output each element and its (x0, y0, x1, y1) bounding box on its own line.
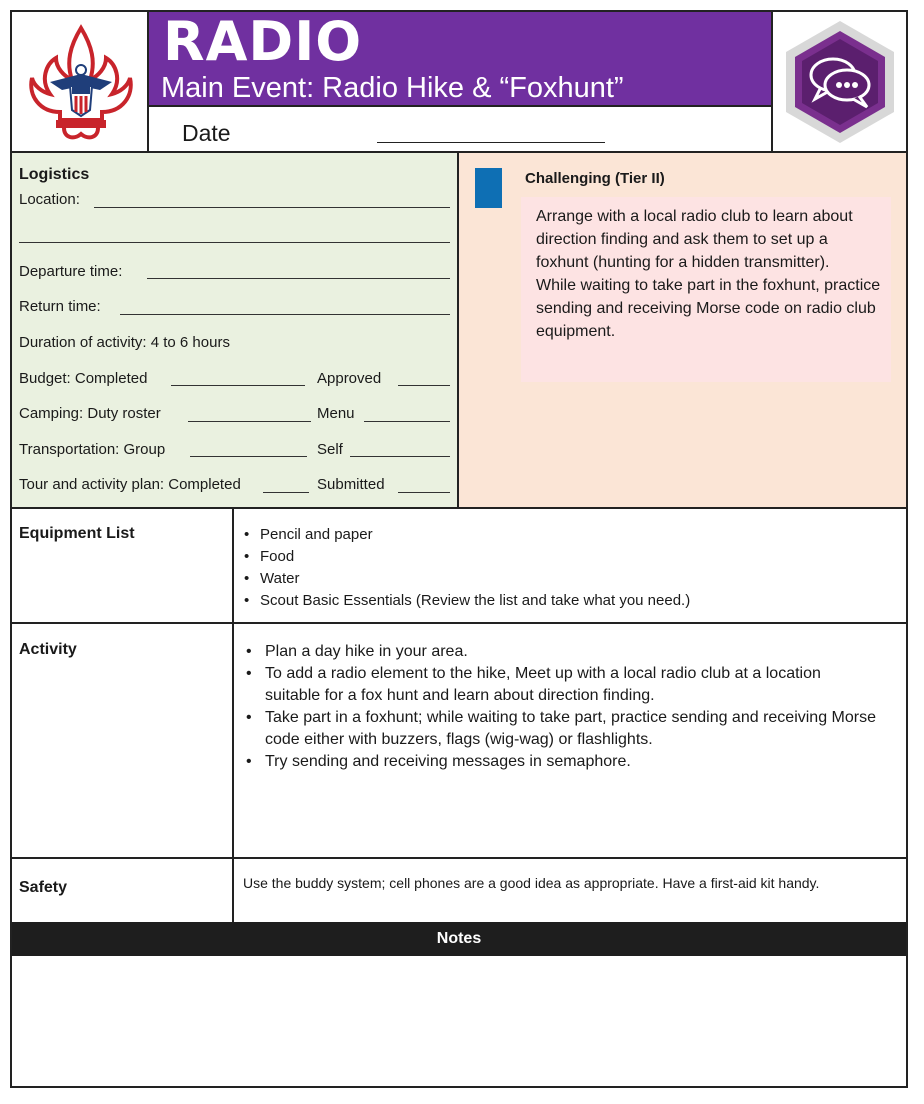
camping-field[interactable] (188, 421, 311, 422)
safety-row (12, 857, 906, 924)
location-field-line-2[interactable] (19, 242, 450, 243)
budget-field[interactable] (171, 385, 305, 386)
activity-label: Activity (19, 641, 77, 658)
camping-label: Camping: Duty roster (19, 405, 161, 422)
return-label: Return time: (19, 298, 101, 315)
equipment-list (240, 524, 690, 612)
page-title: RADIO (163, 10, 363, 73)
list-item: • Plan a day hike in your area. (240, 641, 880, 663)
challenge-title: Challenging (Tier II) (525, 170, 665, 187)
tour-label: Tour and activity plan: Completed (19, 476, 241, 493)
equipment-label: Equipment List (19, 525, 135, 542)
safety-label: Safety (19, 879, 68, 896)
equipment-row (12, 507, 906, 624)
list-item: • To add a radio element to the hike, Meet up with a local radio club at a location suitable for a fox hunt and learn about direction finding. (240, 663, 880, 707)
title-band (149, 12, 771, 107)
logistics-title: Logistics (19, 166, 90, 183)
transport-field[interactable] (190, 456, 307, 457)
row-divider (232, 509, 234, 624)
event-plan-sheet (10, 10, 908, 1088)
location-label: Location: (19, 191, 80, 208)
row-divider (232, 624, 234, 859)
badge-cell (771, 12, 908, 151)
activity-list (240, 641, 880, 773)
header (12, 12, 906, 153)
list-item: • Food (240, 546, 690, 568)
tier-marker (475, 168, 502, 208)
date-label: Date (182, 120, 231, 146)
challenge-body (536, 205, 881, 343)
notes-header (12, 922, 906, 956)
self-field[interactable] (350, 456, 450, 457)
date-field[interactable] (377, 142, 605, 143)
list-item: • Pencil and paper (240, 524, 690, 546)
submitted-label: Submitted (317, 476, 385, 493)
list-item: • Take part in a foxhunt; while waiting to take part, practice sending and receiving Morse code either with buzzers, flags (wig-wag) or flashlights. (240, 707, 880, 751)
challenge-panel (459, 153, 906, 509)
logo-cell (12, 12, 149, 151)
submitted-field[interactable] (398, 492, 450, 493)
scouts-logo-icon (26, 24, 136, 144)
menu-field[interactable] (364, 421, 450, 422)
activity-row (12, 622, 906, 859)
menu-label: Menu (317, 405, 355, 422)
challenge-box (521, 197, 891, 382)
row-divider (232, 859, 234, 924)
self-label: Self (317, 441, 343, 458)
departure-label: Departure time: (19, 263, 123, 280)
radio-badge-icon (781, 19, 899, 145)
approved-label: Approved (317, 370, 382, 387)
list-item: • Scout Basic Essentials (Review the list and take what you need.) (240, 590, 690, 612)
logistics-panel (12, 153, 459, 509)
list-item: • Try sending and receiving messages in semaphore. (240, 751, 880, 773)
notes-area[interactable] (12, 956, 906, 1086)
tour-field[interactable] (263, 492, 309, 493)
challenge-paragraph-2: While waiting to take part in the foxhunt, practice sending and receiving Morse code on radio club equipment. (536, 277, 881, 340)
duration-text: Duration of activity: 4 to 6 hours (19, 334, 230, 351)
departure-field[interactable] (147, 278, 450, 279)
budget-label: Budget: Completed (19, 370, 148, 387)
challenge-paragraph-1: Arrange with a local radio club to learn about direction finding and ask them to set up a foxhunt (hunting for a hidden transmitter). (536, 208, 853, 271)
safety-text: Use the buddy system; cell phones are a good idea as appropriate. Have a first-aid kit handy. (243, 875, 820, 891)
list-item: • Water (240, 568, 690, 590)
page-subtitle: Main Event: Radio Hike & “Foxhunt” (161, 72, 624, 104)
transport-label: Transportation: Group (19, 441, 166, 458)
return-field[interactable] (120, 314, 450, 315)
location-field[interactable] (94, 207, 450, 208)
notes-title: Notes (436, 930, 482, 947)
approved-field[interactable] (398, 385, 450, 386)
